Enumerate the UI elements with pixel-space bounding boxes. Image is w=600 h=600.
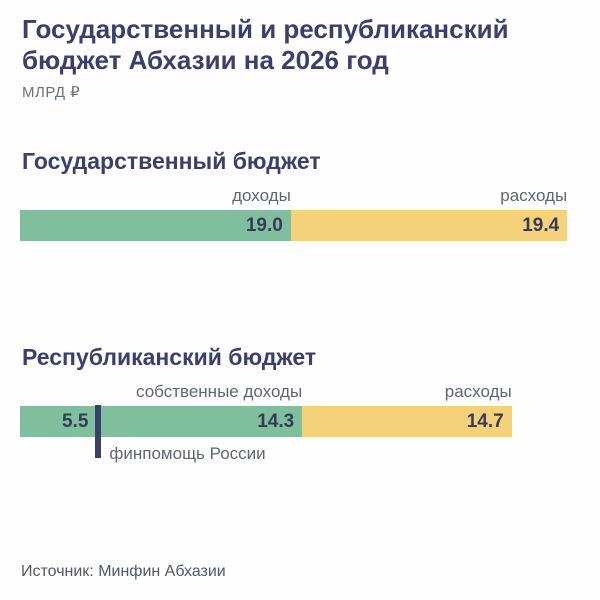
page-title-line1: Государственный и республиканский [22,14,509,44]
income-bar-segment [20,406,302,437]
units-label: МЛРД ₽ [22,84,81,101]
page-title [22,14,509,76]
expenses-label: расходы [500,186,568,205]
russia-aid-value: 5.5 [61,411,89,432]
republican-budget-bar [20,406,580,437]
page-title-line2: бюджет Абхазии на 2026 год [22,45,389,75]
republican-budget-axis-labels [20,382,580,402]
income-label: доходы [232,186,291,205]
republican-budget-chart [20,344,580,463]
expenses-value: 14.7 [466,411,504,432]
expenses-label: расходы [444,382,512,401]
source-note: Источник: Минфин Абхазии [21,563,226,580]
state-budget-bar [20,210,580,241]
state-budget-title: Государственный бюджет [22,148,321,174]
expenses-bar-segment [291,210,567,241]
expenses-value: 19.4 [522,215,560,236]
expenses-bar-segment [302,406,512,437]
header [22,14,509,101]
state-budget-axis-labels [20,186,580,206]
russia-aid-label: финпомощь России [109,444,266,463]
income-bar-segment [20,210,291,241]
state-budget-chart [20,148,580,241]
income-value: 19.0 [245,215,283,236]
own-income-label: собственные доходы [136,382,303,401]
aid-divider-line [95,405,101,458]
own-income-value: 14.3 [257,411,295,432]
republican-budget-title: Республиканский бюджет [22,344,317,370]
